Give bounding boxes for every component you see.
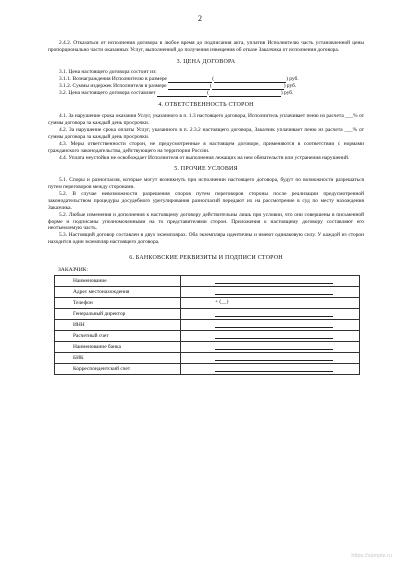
- clause-4-4: 4.4. Уплата неустойки не освобождает Исполнителя от выполнения лежащих на нем обязательств или устранения нарушений.: [59, 154, 350, 161]
- field-label: Наименование банка: [55, 341, 181, 352]
- field-value-text: + (__): [215, 298, 229, 305]
- fill-in-line: [215, 294, 333, 295]
- field-value: [181, 363, 360, 374]
- field-value: [181, 275, 360, 286]
- customer-label: ЗАКАЗЧИК:: [58, 266, 89, 273]
- clause-3-1-2-text: 3.1.2. Суммы издержек Исполнителя в размере: [59, 83, 167, 90]
- table-row: [55, 352, 360, 363]
- amount-words-blank: [209, 90, 281, 97]
- fill-in-line: [215, 327, 333, 328]
- clause-2-4-2: 2.4.2. Отказаться от исполнения договора в любое время до подписания акта, уплатив Исполнителю часть установленной цены пропорционально части оказанных Услуг, выполненной до получения извещения об отказе Заказчика от исполнения договора.: [48, 40, 364, 53]
- clause-4-2: 4.2. За нарушение срока оплаты Услуг, указанного в п. 2.3.2 настоящего договора, Заказчик уплачивает пеню из расчета ___% от суммы договора за каждый день просрочки.: [48, 126, 364, 140]
- clause-4-3: 4.3. Меры ответственности сторон, не предусмотренные в настоящем договоре, применяются в соответствии с нормами гражданского законодательства, действующего на территории России.: [48, 140, 364, 154]
- amount-blank: [168, 83, 210, 90]
- table-row: [55, 308, 360, 319]
- clause-5-1: 5.1. Споры и разногласия, которые могут возникнуть при исполнении настоящего договора, будут по возможности разрешаться путем переговоров между сторонами.: [48, 177, 364, 190]
- paren-open: (: [209, 83, 212, 90]
- table-row: [55, 330, 360, 341]
- clause-5-3: 5.3. Настоящий договор составлен в двух экземплярах. Оба экземпляра идентичны и имеют одинаковую силу. У каждой из сторон находится один экземпляр настоящего договора.: [48, 232, 364, 246]
- fill-in-line: [215, 316, 333, 317]
- fill-in-line: [215, 349, 333, 350]
- paren-open: (: [207, 90, 209, 97]
- field-label: ИНН: [55, 319, 181, 330]
- table-row: [55, 341, 360, 352]
- clause-3-1-1-text: 3.1.1. Вознаграждения Исполнителю в размере: [59, 76, 167, 83]
- field-value: [181, 286, 360, 297]
- page-number: 2: [198, 14, 202, 23]
- table-row: [55, 363, 360, 374]
- amount-blank: [157, 90, 207, 97]
- field-label: Наименование: [55, 275, 181, 286]
- amount-words-blank: [209, 83, 284, 90]
- field-label: Телефон: [55, 297, 181, 308]
- table-row: [55, 297, 360, 308]
- field-label: Корреспондентский счет: [55, 363, 181, 374]
- table-row: [55, 319, 360, 330]
- section-4-heading: 4. ОТВЕТСТВЕННОСТЬ СТОРОН: [158, 102, 254, 109]
- paren-open: (: [212, 76, 215, 83]
- clause-4-1: 4.1. За нарушение срока оказания Услуг, указанного в п. 1.3 настоящего договора, Исполнитель уплачивает пеню из расчета ___% от суммы договора за каждый день просрочки.: [48, 113, 364, 126]
- amount-words-blank: [214, 76, 286, 83]
- field-value: [181, 330, 360, 341]
- field-value: [181, 341, 360, 352]
- fill-in-line: [215, 338, 333, 339]
- section-6-heading: 6. БАНКОВСКИЕ РЕКВИЗИТЫ И ПОДПИСИ СТОРОН: [129, 255, 283, 262]
- document-body: [48, 40, 364, 375]
- rub-suffix: ) руб.: [286, 76, 299, 83]
- fill-in-line: [215, 360, 333, 361]
- clause-3-2: [48, 90, 364, 97]
- section-5-heading: 5. ПРОЧИЕ УСЛОВИЯ: [174, 166, 238, 173]
- field-label: Расчетный счет: [55, 330, 181, 341]
- watermark: https://sample.ru: [351, 553, 392, 559]
- field-value: [181, 297, 360, 308]
- clause-3-2-text: 3.2. Цена настоящего договора составляет: [59, 90, 156, 97]
- field-label: Адрес местонахождения: [55, 286, 181, 297]
- rub-suffix: ) руб.: [280, 90, 294, 97]
- table-row: [55, 275, 360, 286]
- field-value: [181, 352, 360, 363]
- amount-blank: [168, 76, 215, 83]
- clause-5-2: 5.2. В случае невозможности разрешения споров путем переговоров стороны после реализации предусмотренной законодательством процедуры досудебного урегулирования разногласий передают их на рассмотрение в суд по месту нахождения Заказчика.: [48, 190, 364, 211]
- clause-5-2b: 5.2. Любые изменения и дополнения к настоящему договору действительны лишь при условии, что они совершены в письменной форме и подписаны уполномоченными на то представителями сторон. Приложения к настоящему договору составляют его неотъемлемую часть.: [48, 211, 364, 232]
- field-label: Генеральный директор: [55, 308, 181, 319]
- fill-in-line: [215, 283, 333, 284]
- fill-in-line: [215, 371, 333, 372]
- clause-3-1: 3.1. Цена настоящего договора состоит из:: [59, 69, 157, 76]
- field-value: [181, 319, 360, 330]
- field-value: [181, 308, 360, 319]
- section-3-heading: 3. ЦЕНА ДОГОВОРА: [176, 58, 236, 65]
- field-label: БИК: [55, 352, 181, 363]
- table-row: [55, 286, 360, 297]
- rub-suffix: ) руб.: [283, 83, 297, 90]
- bank-details-table: [54, 275, 360, 375]
